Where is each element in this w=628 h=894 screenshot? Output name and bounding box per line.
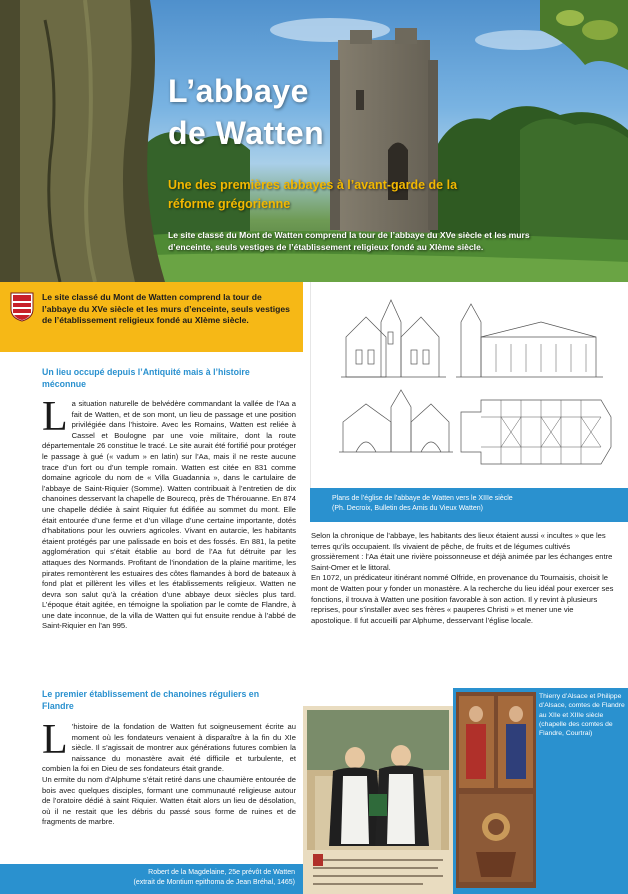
intro-text: Le site classé du Mont de Watten comprend la tour de l’abbaye du XVe siècle et les murs d’enceinte, seuls vestiges de l’établissement religieux fondé au XIème siècle. <box>42 292 290 325</box>
subtitle-line-1: Une des premières abbayes à l’avant-garde de la <box>168 178 458 192</box>
section-text-2: Un ermite du nom d’Alphume s’était retiré dans une chaumière entourée de bois avec quelques disciples, formant une communauté religieuse autour de l’oratoire dédié à saint Riquier. Watten était alors un lieu de désolation, où il ne restait que les débris du passé sous forme de ruines et de fragments de marbre. <box>42 774 296 827</box>
manuscript-illustration <box>303 706 453 894</box>
plans-caption-line-1: Plans de l’église de l’abbaye de Watten vers le XIIIe siècle <box>332 495 513 502</box>
section-text: a situation naturelle de belvédère commandant la vallée de l’Aa a fait de Watten, et de son mont, un lieu de passage et une position privilégiée dans l’histoire. Avec les Romains, Watten est reliée à Cassel et Boulogne par une voie militaire, dont la route départementale 26 constitue le tracé. Le site aurait été fortifié pour protéger le passage à gué (« vadum » en latin) sur l’Aa, mais il ne reste aucune trace d’un fort ou d’un temple romain. Watten est citée en 831 comme domaine agricole du nom de « Villa Guadannia », dans le cartulaire de l’abbaye de Saint-Riquier (Somme). Watten contribuait à l’entretien de dix chanoines desservant la chapelle de Bourecq, près de Thérouanne. En 874 une chapelle dédiée à saint Riquier fut édifiée au sommet du mont. Elle était entourée d’une ferme et d’un village d’une certaine importante, dotés d’habitations pour les ouvriers agricoles. Vivant en autarcie, les habitants étaient protégés par une palissade en bois et des fossés. En 881, la petite agglomération qui s’était établie au bord de l’Aa fut détruite par les attaques des Normands. Profitant de l’inondation de la plaine maritime, les pirates remontèrent les estuaires des côtes flamandes à bord de bateaux à fond plat et pillèrent les villes et les établissements religieux. Watten ne devra son salut qu’à la création d’une abbaye deux siècles plus tard. L’époque était agitée, en témoigne la spoliation par le comte de Flandre, à une date inconnue, de la villa de Watten qui fut ensuite rendue à l’abbé de Saint-Riquier en l’an 995. <box>42 399 297 631</box>
church-plans-drawing <box>311 282 628 488</box>
church-plans-figure <box>310 282 628 492</box>
section-body-chanoines <box>42 717 296 828</box>
section-text-1: ’histoire de la fondation de Watten fut soigneusement écrite au moment où les fondateurs venaient à disparaître à la fin du XIe siècle. Il s’agissait de montrer aux générations futures combien la naissance du monastère avait été difficile et turbulente, et combien la foi en Dieu de ses fondateurs était grande. <box>42 722 296 774</box>
intro-box <box>0 282 303 352</box>
title-line-2: de Watten <box>168 115 325 151</box>
page-subtitle <box>168 176 488 214</box>
plans-caption <box>310 488 628 522</box>
paragraph-chronicle: Selon la chronique de l’abbaye, les habitants des lieux étaient aussi « incultes » que les terres qu’ils occupaient. Ils vivaient de pêche, de fruits et de légumes cultivés grossièrement : l’Aa était une rivière poissonneuse et déjà animée par les échanges entre Saint-Omer et le littoral. <box>311 531 613 572</box>
counts-painting <box>456 692 536 888</box>
hero-caption: Le site classé du Mont de Watten comprend la tour de l’abbaye du XVe siècle et les murs d’enceinte, seuls vestiges de l’établissement religieux fondé au XIème siècle. <box>168 230 530 252</box>
portrait-caption: Thierry d’Alsace et Philippe d’Alsace, comtes de Flandre au XIIe et XIIIe siècle (chapelle des comtes de Flandre, Courtrai) <box>539 693 625 738</box>
title-line-1: L’abbaye <box>168 73 309 109</box>
coat-of-arms-icon <box>10 292 34 322</box>
dropcap: L <box>42 394 68 440</box>
section-body-antiquity <box>42 394 297 632</box>
plans-caption-line-2: (Ph. Decroix, Bulletin des Amis du Vieux Watten) <box>332 505 483 512</box>
section-title-antiquity: Un lieu occupé depuis l’Antiquité mais à l’histoire méconnue <box>42 367 250 389</box>
paragraph-olfride: En 1072, un prédicateur itinérant nommé Olfride, en provenance du Tournaisis, choisit le mont de Watten pour y fonder un monastère. A la recherche du lieu idéal pour exercer ses fonctions, il trouva à Watten une position favorable à son action. Il y revint à plusieurs reprises, pour s’installer avec ses frères « pauperes Christi » et mener une vie apostolique. Il fut accueilli par Alphume, desservant l’église locale. <box>311 573 614 625</box>
manuscript-miniature <box>303 706 453 894</box>
manuscript-caption-line-2: (extrait de Montium epithoma de Jean Bréhal, 1465) <box>133 879 295 886</box>
dropcap: L <box>42 717 68 763</box>
subtitle-line-2: réforme grégorienne <box>168 197 291 211</box>
counts-of-flanders-painting <box>456 692 536 888</box>
manuscript-caption <box>0 864 303 894</box>
page-title <box>168 70 388 154</box>
right-column-text <box>311 531 616 626</box>
hero-photo <box>0 0 628 282</box>
manuscript-caption-line-1: Robert de la Magdelaine, 25e prévôt de Watten <box>148 869 295 876</box>
section-title-chanoines: Le premier établissement de chanoines réguliers en Flandre <box>42 689 260 711</box>
